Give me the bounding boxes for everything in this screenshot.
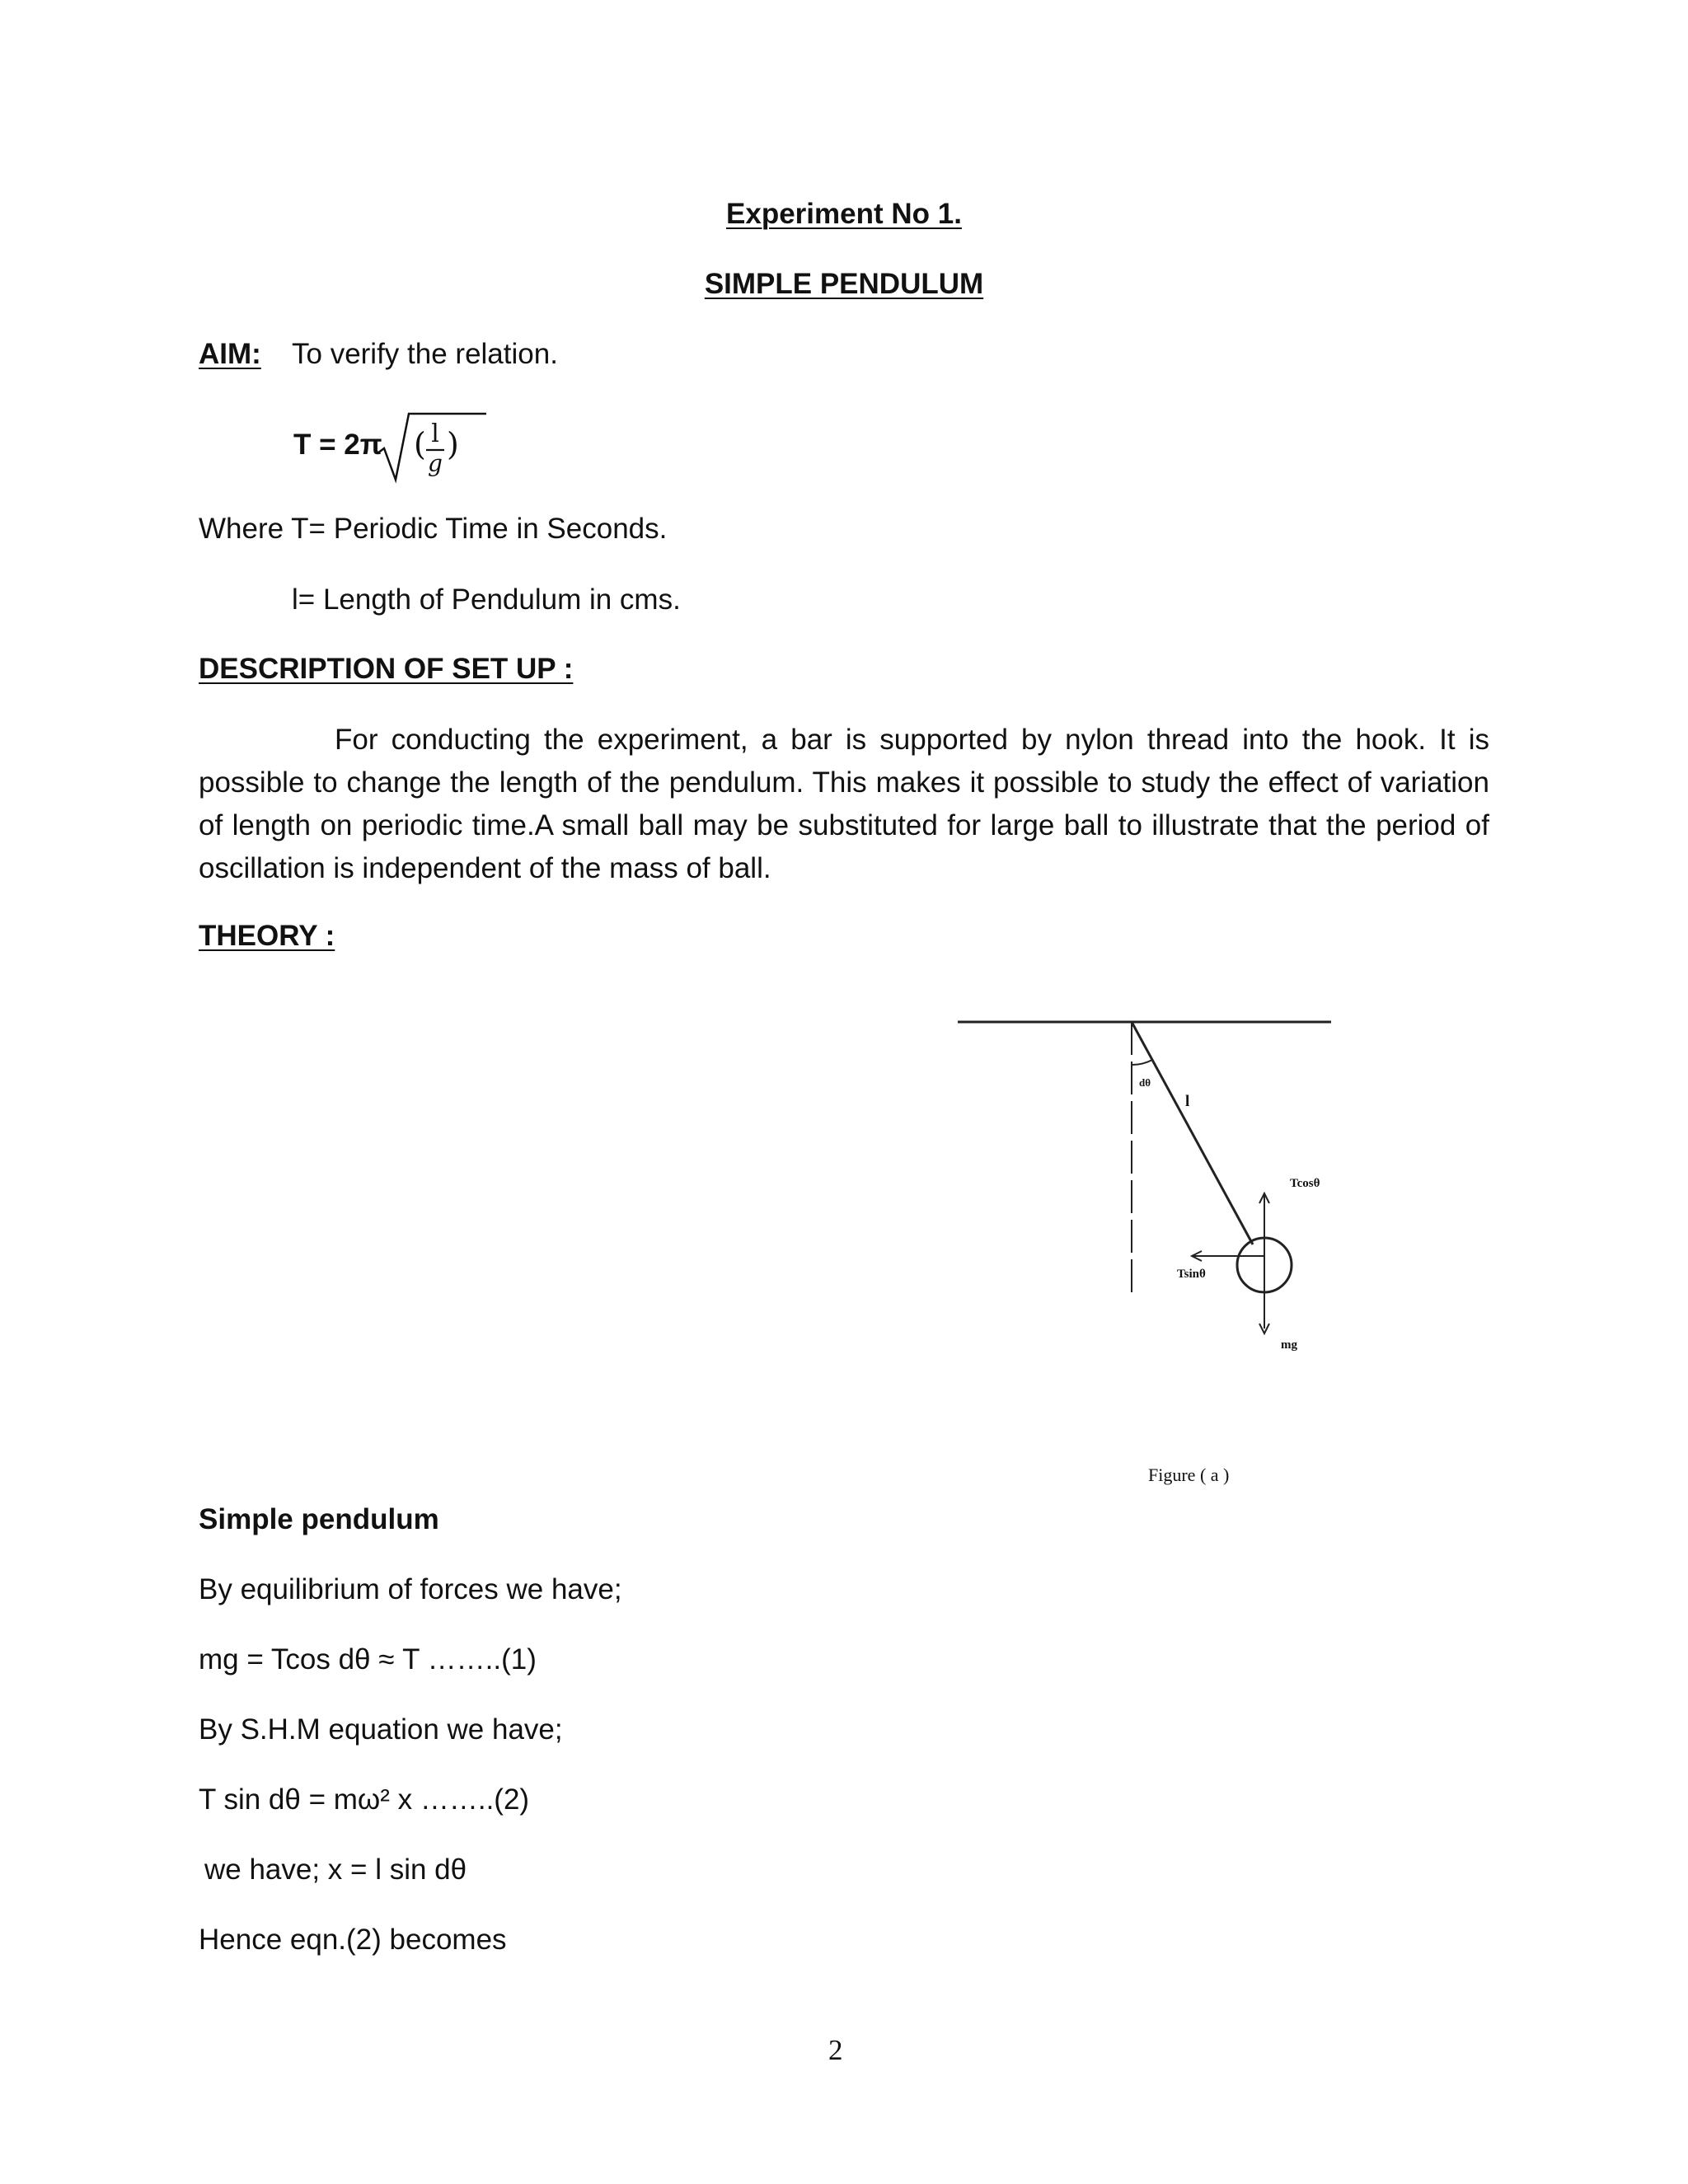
- square-root-fraction: [376, 412, 491, 486]
- theory-heading: THEORY :: [199, 920, 335, 952]
- angle-arc: [1132, 1060, 1152, 1065]
- description-text: For conducting the experiment, a bar is supported by nylon thread into the hook. It is possible to change the length of the pendulum. This makes it possible to study the effect of variation of length on periodic time.A small ball may be substituted for large ball to illustrate that the period of oscillation is independent of the mass of ball.: [199, 724, 1489, 884]
- angle-label: dθ: [1139, 1076, 1151, 1089]
- derivation-line-4: Hence eqn.(2) becomes: [199, 1924, 507, 1956]
- description-heading: DESCRIPTION OF SET UP :: [199, 653, 574, 685]
- derivation-line-3: we have; x = l sin dθ: [204, 1854, 467, 1886]
- pendulum-string: [1132, 1022, 1253, 1244]
- equation-1: mg = Tcos dθ ≈ T ……..(1): [199, 1643, 537, 1675]
- description-paragraph: [199, 719, 1489, 890]
- definition-l: l= Length of Pendulum in cms.: [292, 583, 681, 616]
- aim-label: AIM:: [199, 338, 261, 370]
- open-paren: (: [414, 426, 426, 462]
- page-title: SIMPLE PENDULUM: [704, 268, 984, 300]
- mg-label: mg: [1281, 1338, 1297, 1352]
- close-paren: ): [447, 426, 459, 462]
- formula-numerator: l: [431, 419, 439, 448]
- definition-T: Where T= Periodic Time in Seconds.: [199, 513, 668, 545]
- aim-text: To verify the relation.: [292, 338, 558, 370]
- experiment-number: Experiment No 1.: [726, 198, 962, 230]
- derivation-line-2: By S.H.M equation we have;: [199, 1713, 563, 1746]
- page-number: 2: [828, 2034, 843, 2066]
- simple-pendulum-subheading: Simple pendulum: [199, 1503, 439, 1535]
- tcos-label: Tcosθ: [1290, 1177, 1320, 1190]
- tsin-label: Tsinθ: [1177, 1268, 1206, 1281]
- formula-denominator: g: [428, 450, 443, 477]
- equation-2: T sin dθ = mω² x ……..(2): [199, 1783, 530, 1816]
- derivation-line-1: By equilibrium of forces we have;: [199, 1573, 622, 1605]
- length-label: l: [1185, 1093, 1190, 1110]
- formula-lhs: T = 2π: [293, 429, 382, 461]
- figure-caption: Figure ( a ): [1148, 1465, 1230, 1485]
